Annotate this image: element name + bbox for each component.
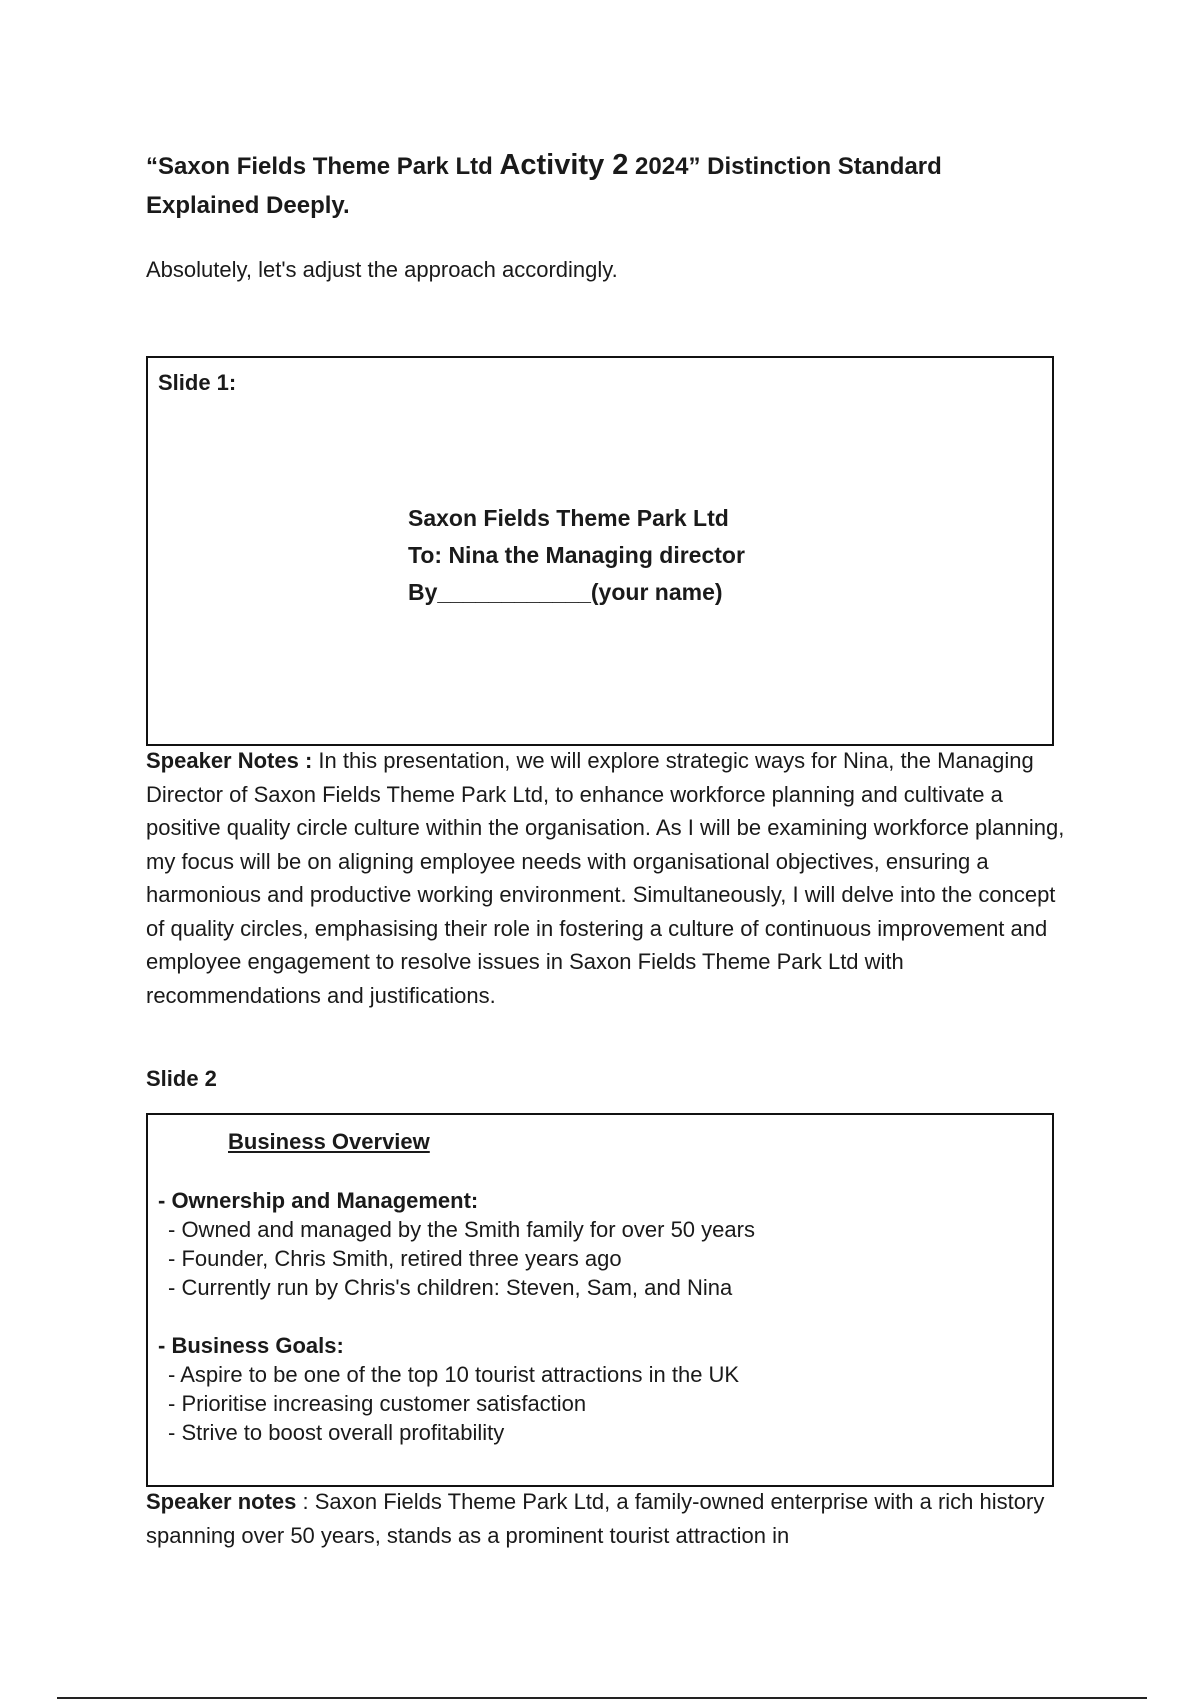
- slide-1-label: Slide 1:: [158, 370, 237, 395]
- list-item: - Currently run by Chris's children: Steven, Sam, and Nina: [168, 1275, 733, 1300]
- list-item: - Strive to boost overall profitability: [168, 1420, 505, 1445]
- slide-1-speaker-notes: [146, 744, 1066, 1012]
- slide-1-company: Saxon Fields Theme Park Ltd: [408, 505, 729, 531]
- list-item: - Owned and managed by the Smith family for over 50 years: [168, 1217, 755, 1242]
- list-item: - Aspire to be one of the top 10 tourist attractions in the UK: [168, 1362, 740, 1387]
- business-goals-section: [158, 1331, 739, 1447]
- slide-2-speaker-notes: [146, 1485, 1066, 1552]
- business-overview-title: Business Overview: [228, 1129, 430, 1154]
- slide-2-label: Slide 2: [146, 1066, 217, 1091]
- title-part-2: Activity 2: [499, 149, 629, 181]
- title-part-1: “Saxon Fields Theme Park Ltd: [146, 153, 500, 180]
- intro-text: Absolutely, let's adjust the approach accordingly.: [146, 257, 618, 282]
- page-bottom-divider: [57, 1697, 1147, 1699]
- speaker-notes-text: In this presentation, we will explore strategic ways for Nina, the Managing Director of Saxon Fields Theme Park Ltd, to enhance workforce planning and cultivate a positive quality circle culture within the organisation. As I will be examining workforce planning, my focus will be on aligning employee needs with organisational objectives, ensuring a harmonious and productive working environment. Simultaneously, I will delve into the concept of quality circles, emphasising their role in fostering a culture of continuous improvement and employee engagement to resolve issues in Saxon Fields Theme Park Ltd with recommendations and justifications.: [146, 748, 1065, 1008]
- speaker-notes-label: Speaker notes: [146, 1489, 297, 1514]
- slide-2-box: [146, 1113, 1054, 1487]
- slide-1-title-block: [408, 500, 745, 611]
- speaker-notes-text: : Saxon Fields Theme Park Ltd, a family-owned enterprise with a rich history spanning over 50 years, stands as a prominent tourist attraction in: [146, 1489, 1045, 1548]
- list-item: - Founder, Chris Smith, retired three years ago: [168, 1246, 622, 1271]
- section-heading: - Ownership and Management:: [158, 1188, 479, 1213]
- ownership-section: [158, 1186, 755, 1302]
- list-item: - Prioritise increasing customer satisfaction: [168, 1391, 587, 1416]
- slide-1-author: By____________(your name): [408, 579, 723, 605]
- title-part-3: 2024” Distinction Standard Explained Deeply.: [146, 153, 942, 219]
- section-heading: - Business Goals:: [158, 1333, 344, 1358]
- slide-1-recipient: To: Nina the Managing director: [408, 542, 745, 568]
- slide-1-box: [146, 356, 1054, 746]
- document-title: [146, 146, 1046, 225]
- speaker-notes-label: Speaker Notes :: [146, 748, 313, 773]
